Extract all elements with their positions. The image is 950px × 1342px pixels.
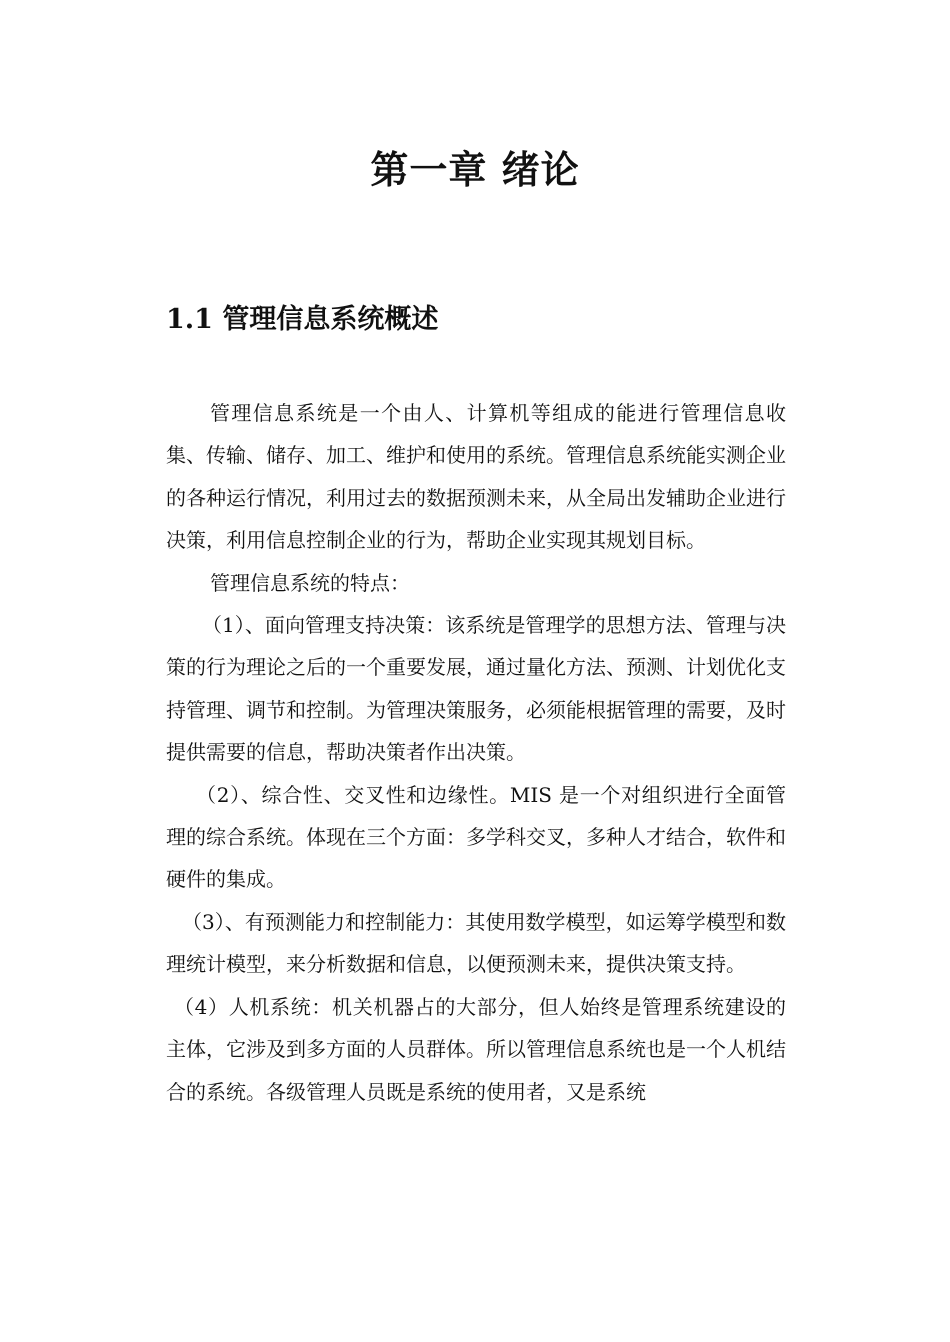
paragraph-intro: 管理信息系统是一个由人、计算机等组成的能进行管理信息收集、传输、储存、加工、维护和使用的系统。管理信息系统能实测企业的各种运行情况，利用过去的数据预测未来，从全局出发辅助企业进行决策，利用信息控制企业的行为，帮助企业实现其规划目标。 — [166, 401, 786, 553]
paragraph-feature-3: （3）、有预测能力和控制能力：其使用数学模型，如运筹学模型和数理统计模型，来分析数据和信息，以便预测未来，提供决策支持。 — [166, 909, 786, 977]
chapter-title: 第一章 绪论 — [370, 147, 580, 192]
paragraph-feature-4: （4）人机系统：机关机器占的大部分，但人始终是管理系统建设的主体，它涉及到多方面的人员群体。所以管理信息系统也是一个人机结合的系统。各级管理人员既是系统的使用者，又是系统 — [166, 994, 786, 1104]
paragraph-feature-1: （1）、面向管理支持决策：该系统是管理学的思想方法、管理与决策的行为理论之后的一个重要发展，通过量化方法、预测、计划优化支持管理、调节和控制。为管理决策服务，必须能根据管理的需要，及时提供需要的信息，帮助决策者作出决策。 — [166, 613, 786, 765]
section-heading: 1.1 管理信息系统概述 — [166, 304, 439, 335]
paragraph-feature-2: （2）、综合性、交叉性和边缘性。MIS 是一个对组织进行全面管理的综合系统。体现在三个方面：多学科交叉，多种人才结合，软件和硬件的集成。 — [166, 782, 786, 892]
body-text — [166, 392, 786, 1113]
paragraph-features-lead: 管理信息系统的特点： — [210, 570, 410, 595]
